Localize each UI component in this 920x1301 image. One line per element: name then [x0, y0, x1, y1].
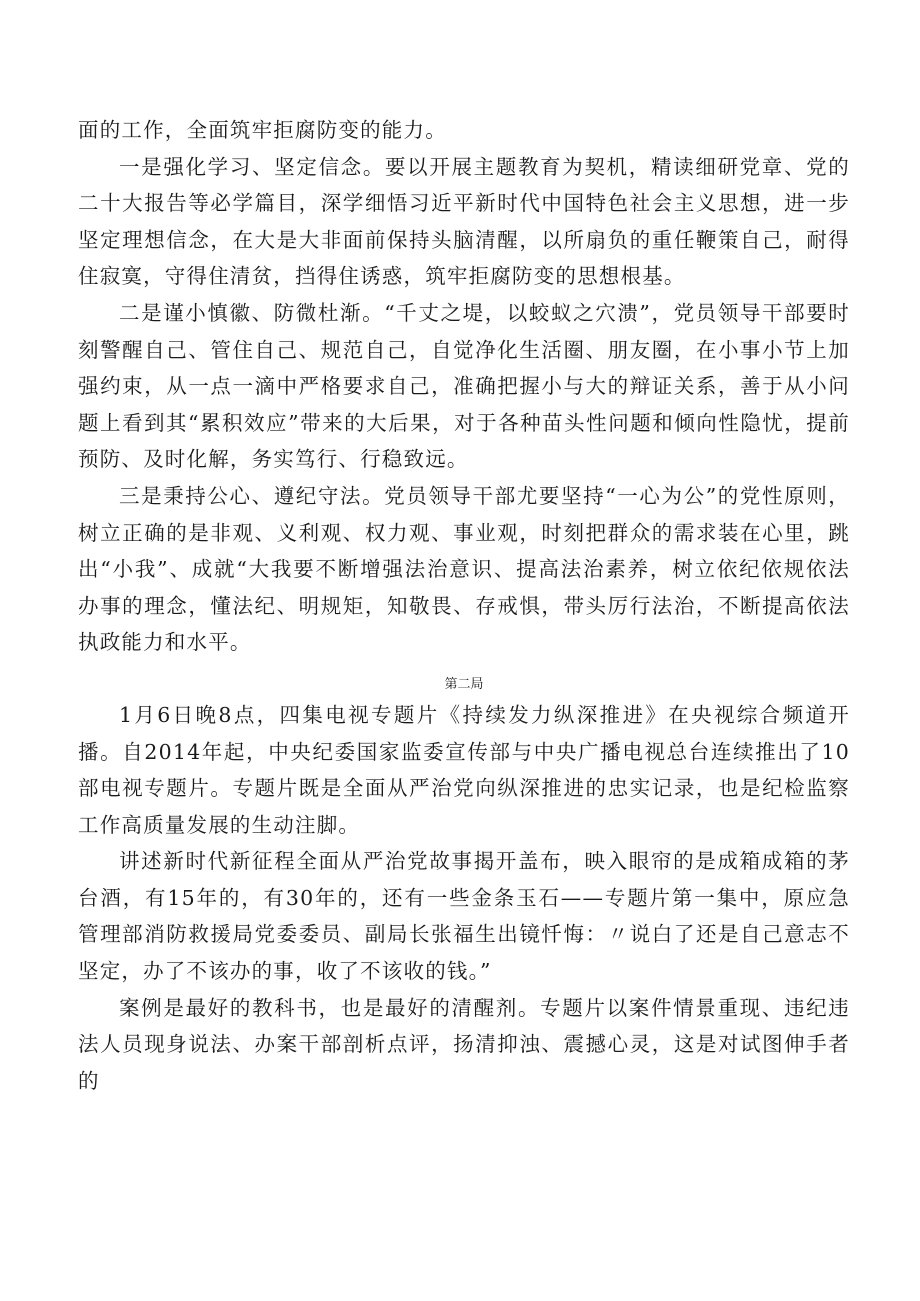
- paragraph-documentary-story: 讲述新时代新征程全面从严治党故事揭开盖布，映入眼帘的是成箱成箱的茅台酒，有15年的，有30年的，还有一些金条玉石——专题片第一集中，原应急管理部消防救援局党委委员、副局长张福生出镜忏悔：〃说白了还是自己意志不坚定，办了不该办的事，收了不该收的钱。”: [78, 849, 850, 984]
- paragraph-case-textbook: 案例是最好的教科书，也是最好的清醒剂。专题片以案件情景重现、违纪违法人员现身说法、办案干部剖析点评，扬清抑浊、震撼心灵，这是对试图伸手者的: [78, 995, 850, 1093]
- paragraph-prevent-small: 二是谨小慎徽、防微杜渐。“千丈之堤，以蛟蚁之穴溃”，党员领导干部要时刻警醒自己、管住自己、规范自己，自觉净化生活圈、朋友圈，在小事小节上加强约束，从一点一滴中严格要求自己，准确把握小与大的辩证关系，善于从小问题上看到其“累积效应”带来的大后果，对于各种苗头性问题和倾向性隐忧，提前预防、及时化解，务实笃行、行稳致远。: [78, 300, 850, 472]
- document-page: [78, 112, 850, 1099]
- section-heading: 第二局: [444, 676, 484, 692]
- paragraph-strengthen-study: 一是强化学习、坚定信念。要以开展主题教育为契机，精读细研党章、党的二十大报告等必学篇目，深学细悟习近平新时代中国特色社会主义思想，进一步坚定理想信念，在大是大非面前保持头脑清醒，以所扇负的重任鞭策自己，耐得住寂寞，守得住清贫，挡得住诱惑，筑牢拒腐防变的思想根基。: [78, 154, 850, 289]
- paragraph-documentary-intro: 1月6日晚8点，四集电视专题片《持续发力纵深推进》在央视综合频道开播。自2014年起，中央纪委国家监委宣传部与中央广播电视总台连续推出了10部电视专题片。专题片既是全面从严治党向纵深推进的忠实记录，也是纪检监察工作高质量发展的生动注脚。: [78, 702, 850, 837]
- paragraph-uphold-law: 三是秉持公心、遵纪守法。党员领导干部尤要坚持“一心为公”的党性原则，树立正确的是非观、义利观、权力观、事业观，时刻把群众的需求装在心里，跳出“小我”、成就“大我要不断增强法治意识、提高法治素养，树立依纪依规依法办事的理念，懂法纪、明规矩，知敬畏、存戒惧，带头厉行法治，不断提高依法执政能力和水平。: [78, 483, 850, 655]
- paragraph-continuation: 面的工作，全面筑牢拒腐防变的能力。: [78, 118, 447, 142]
